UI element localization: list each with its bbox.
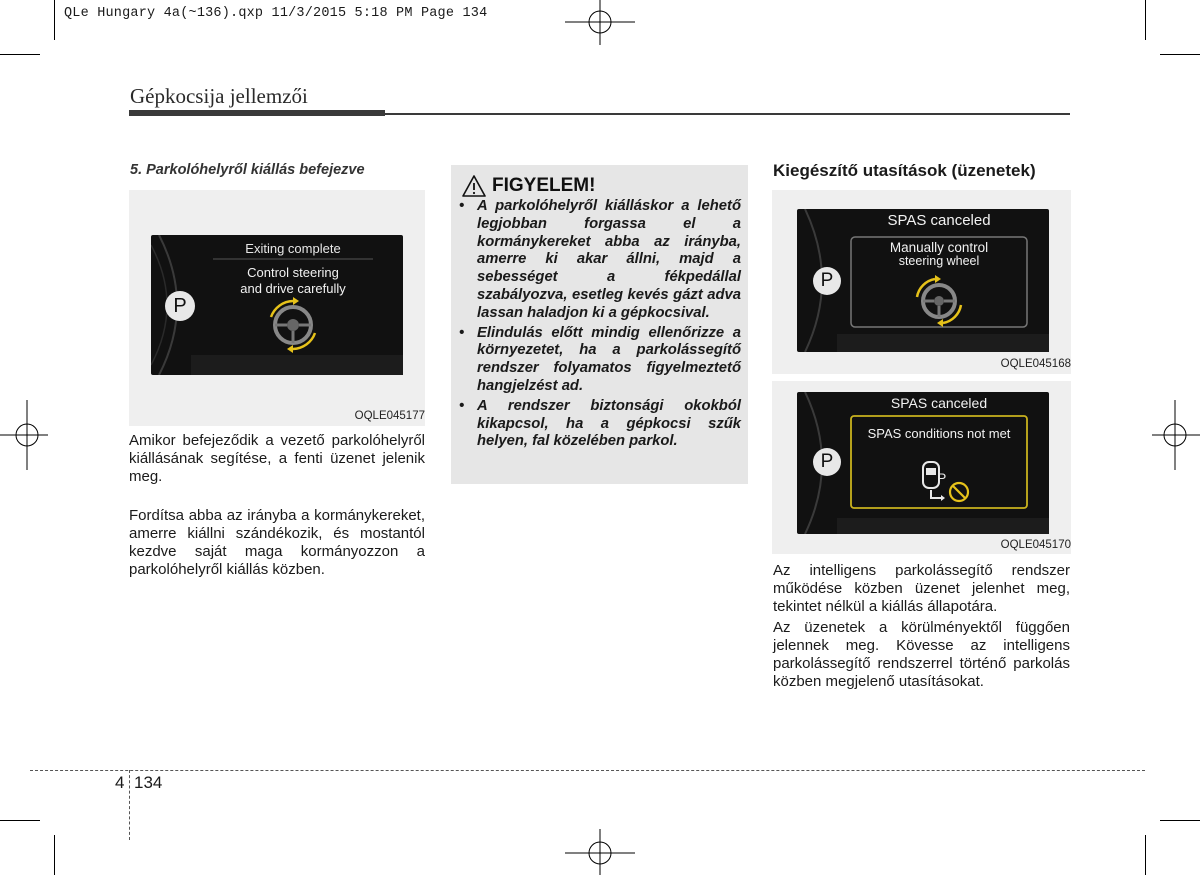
screen-line-1: Manually control: [889, 240, 989, 255]
left-paragraph: Fordítsa abba az irányba a kormánykereket, amerre kiállni szándékozik, és mostantól kezdve saját maga kormányozzon a parkolóhelyről kiállás közben.: [129, 506, 425, 579]
park-indicator-label: P: [173, 295, 187, 317]
cluster-screen: [151, 235, 403, 375]
cluster-screen: [797, 209, 1049, 352]
figure-spas-conditions-not-met: [772, 381, 1071, 554]
warning-item: [459, 198, 741, 323]
chapter-number: 4: [115, 773, 125, 792]
warning-item-text: A parkolóhelyről kiálláskor a lehető legjobban forgassa el a kormánykereket abba az irányba, amerre ki akar állni, majd a sebességet a fékpedállal szabályozva, esetleg kevés gázt adva lassan haladjon ki a gépkocsival.: [477, 198, 741, 321]
registration-mark-left: [0, 395, 52, 475]
registration-mark-right: [1148, 395, 1200, 475]
title-bar: [129, 110, 385, 116]
warning-item: [459, 398, 741, 451]
registration-mark-top: [560, 0, 640, 52]
right-body-text: [773, 562, 1070, 693]
left-body-text: [129, 432, 425, 582]
left-heading: 5. Parkolóhelyről kiállás befejezve: [130, 162, 365, 178]
figure-spas-canceled-manual: [772, 190, 1071, 374]
bullet: •: [459, 397, 465, 414]
park-indicator-label: P: [820, 451, 834, 472]
footer-rule: [30, 770, 1145, 771]
car-park-label: P: [937, 470, 947, 486]
right-paragraph: Az üzenetek a körülményektől függően jelennek meg. Kövesse az intelligens parkolássegítő rendszerrel történő parkolás közben megjelenő utasításokat.: [773, 618, 1070, 691]
park-indicator: [165, 291, 195, 321]
screen-line-2: and drive carefully: [240, 281, 346, 296]
section-title: Gépkocsija jellemzői: [130, 84, 308, 108]
steering-wheel-icon: [263, 297, 323, 353]
bullet: •: [459, 324, 465, 341]
left-paragraph: Amikor befejeződik a vezető parkolóhelyről kiállásának segítése, a fenti üzenet jelenik meg.: [129, 432, 425, 486]
figure-code: OQLE045168: [1000, 358, 1071, 370]
warning-list: [459, 198, 741, 453]
screen-title: SPAS canceled: [890, 395, 988, 411]
print-slug: QLe Hungary 4a(~136).qxp 11/3/2015 5:18 PM Page 134: [64, 6, 488, 21]
registration-mark-bottom: [560, 823, 640, 875]
screen-line-1: Control steering: [247, 265, 339, 280]
figure-code: OQLE045177: [354, 410, 425, 422]
warning-item-text: A rendszer biztonsági okokból kikapcsol, ha a gépkocsi szűk helyen, fal közelében parkol.: [477, 397, 741, 450]
screen-title: Exiting complete: [245, 241, 341, 256]
right-paragraph: Az intelligens parkolássegítő rendszer működése közben üzenet jelenhet meg, tekintet nélkül a kiállás állapotára.: [773, 562, 1070, 616]
footer-divider: [129, 770, 130, 840]
warning-item: [459, 325, 741, 396]
bullet: •: [459, 198, 465, 214]
steering-wheel-icon: [909, 273, 969, 329]
title-rule: [385, 113, 1070, 115]
screen-line-2: steering wheel: [898, 254, 980, 268]
page-number: 134: [134, 773, 163, 792]
warning-triangle-icon: [462, 175, 486, 197]
park-indicator: [813, 267, 841, 295]
screen-line-1: SPAS conditions not met: [867, 426, 1011, 441]
park-indicator: [813, 448, 841, 476]
park-indicator-label: P: [820, 270, 834, 291]
cluster-screen: [797, 392, 1049, 534]
figure-code: OQLE045170: [1000, 539, 1071, 551]
warning-title: FIGYELEM!: [492, 175, 596, 196]
warning-item-text: Elindulás előtt mindig ellenőrizze a környezetet, ha a parkolássegítő rendszer folyamatos figyelmeztető hangjelzést ad.: [477, 324, 741, 394]
screen-title: SPAS canceled: [887, 212, 991, 229]
figure-exiting-complete: [129, 190, 425, 426]
right-heading: Kiegészítő utasítások (üzenetek): [773, 161, 1036, 180]
